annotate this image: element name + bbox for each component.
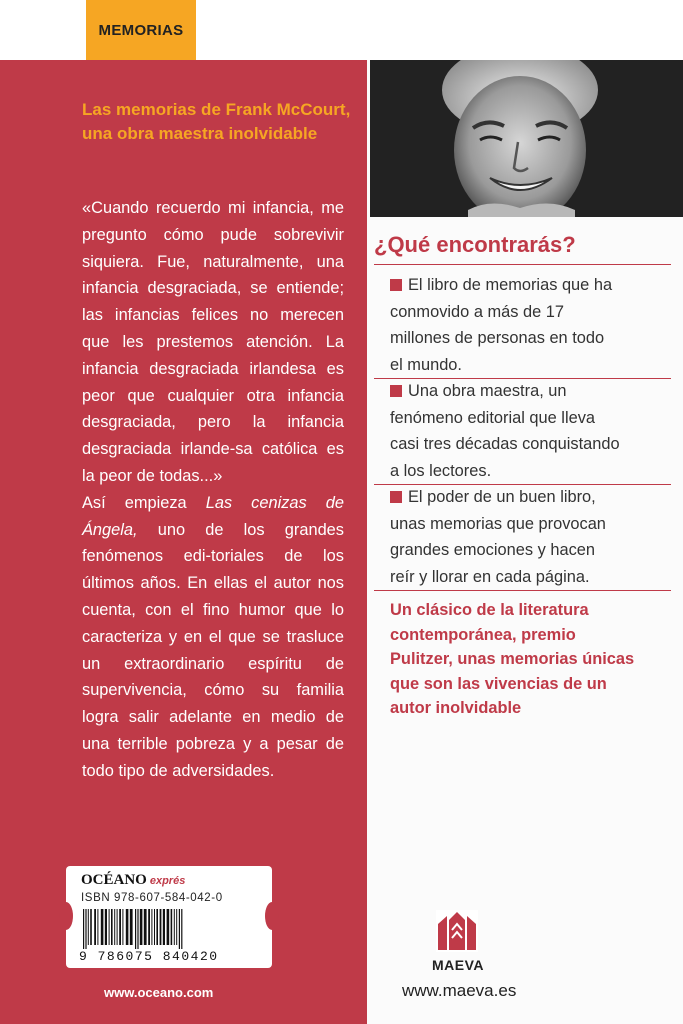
barcode-bar xyxy=(160,909,162,945)
barcode-bar xyxy=(119,909,121,945)
publisher-name: OCÉANO xyxy=(81,872,147,888)
selling-point-text: Una obra maestra, un fenómeno editorial que lleva casi tres décadas conquistando a los lectores. xyxy=(390,382,620,480)
ean-digits xyxy=(79,949,259,964)
ean-group-1: 786075 xyxy=(97,949,154,964)
barcode-bar xyxy=(174,909,175,945)
book-title: Las cenizas de Ángela, xyxy=(82,493,344,539)
barcode-bar xyxy=(122,909,123,945)
barcode-bar xyxy=(85,909,86,949)
category-label: MEMORIAS xyxy=(98,21,184,39)
barcode-bar xyxy=(135,909,136,949)
barcode-bar xyxy=(176,909,177,945)
collection-name: exprés xyxy=(149,875,186,887)
barcode-bars xyxy=(81,909,257,949)
barcode-bar xyxy=(90,909,92,945)
divider xyxy=(374,590,671,591)
selling-point-2 xyxy=(390,378,620,484)
barcode-bar xyxy=(154,909,155,945)
barcode-label xyxy=(66,866,272,968)
barcode-bar xyxy=(105,909,107,945)
square-bullet-icon xyxy=(390,385,402,397)
publisher-logo xyxy=(81,872,185,889)
label-notch xyxy=(265,902,279,930)
barcode-bar xyxy=(94,909,96,945)
author-photo xyxy=(370,60,683,217)
barcode-bar xyxy=(163,909,165,945)
barcode-bar xyxy=(156,909,158,945)
barcode-bar xyxy=(137,909,138,949)
barcode-bar xyxy=(111,909,113,945)
quote-paragraph: «Cuando recuerdo mi infancia, me pregunto cómo pude sobrevivir siquiera. Fue, naturalmente, una infancia desgraciada, se entiende; las infancias felices no merecen que les prestemos atención. La infancia desgraciada irlandesa es peor que cualquier otra infancia desgraciada, pero la infancia desgraciada irlande-sa católica es la peor de todas...» xyxy=(82,199,344,485)
barcode-bar xyxy=(144,909,147,945)
barcode-bar xyxy=(88,909,89,945)
author-photo-illustration xyxy=(370,60,683,217)
selling-point-1 xyxy=(390,272,620,378)
barcode-bar xyxy=(181,909,182,949)
selling-point-3 xyxy=(390,484,620,590)
ean-first-digit: 9 xyxy=(79,949,89,964)
closing-statement: Un clásico de la literatura contemporánea, premio Pulitzer, unas memorias únicas que son las vivencias de un autor inolvidable xyxy=(390,601,635,717)
barcode-bar xyxy=(140,909,143,945)
category-tab xyxy=(86,0,196,60)
barcode-bar xyxy=(148,909,150,945)
barcode-bar xyxy=(167,909,170,945)
maeva-logo-icon xyxy=(436,910,478,952)
barcode-bar xyxy=(179,909,180,949)
maeva-brand-name: MAEVA xyxy=(431,957,485,973)
isbn-number: ISBN 978-607-584-042-0 xyxy=(81,892,223,904)
barcode-bar xyxy=(114,909,115,945)
label-notch xyxy=(59,902,73,930)
ean-group-2: 840420 xyxy=(162,949,219,964)
intro-paragraph xyxy=(82,490,344,785)
barcode-bar xyxy=(83,909,84,949)
barcode-bar xyxy=(126,909,129,945)
barcode-bar xyxy=(117,909,118,945)
oceano-url[interactable]: www.oceano.com xyxy=(104,985,214,1000)
back-cover-text xyxy=(82,195,344,785)
barcode-bar xyxy=(130,909,133,945)
square-bullet-icon xyxy=(390,279,402,291)
maeva-url[interactable]: www.maeva.es xyxy=(402,981,517,1000)
section-title: ¿Qué encontrarás? xyxy=(374,232,576,257)
divider xyxy=(374,264,671,265)
barcode-bar xyxy=(101,909,104,945)
tagline: Las memorias de Frank McCourt, una obra maestra inolvidable xyxy=(82,100,351,143)
barcode-bar xyxy=(109,909,110,945)
selling-point-text: El poder de un buen libro, unas memorias que provocan grandes emociones y hacen reír y llorar en cada página. xyxy=(390,488,606,586)
intro-after: uno de los grandes fenómenos edi-toriales de los últimos años. En ellas el autor nos cuenta, con el fino humor que lo caracteriza y en el que se trasluce un extraordinario espíritu de supervivencia, cómo su familia logra salir adelante en medio de una terrible pobreza y a pesar de todo tipo de adversidades. xyxy=(82,520,344,780)
intro-before: Así empieza xyxy=(82,493,206,512)
barcode-bar xyxy=(97,909,98,945)
barcode-bar xyxy=(171,909,173,945)
selling-point-text: El libro de memorias que ha conmovido a más de 17 millones de personas en todo el mundo. xyxy=(390,276,613,374)
square-bullet-icon xyxy=(390,491,402,503)
barcode-bar xyxy=(151,909,152,945)
